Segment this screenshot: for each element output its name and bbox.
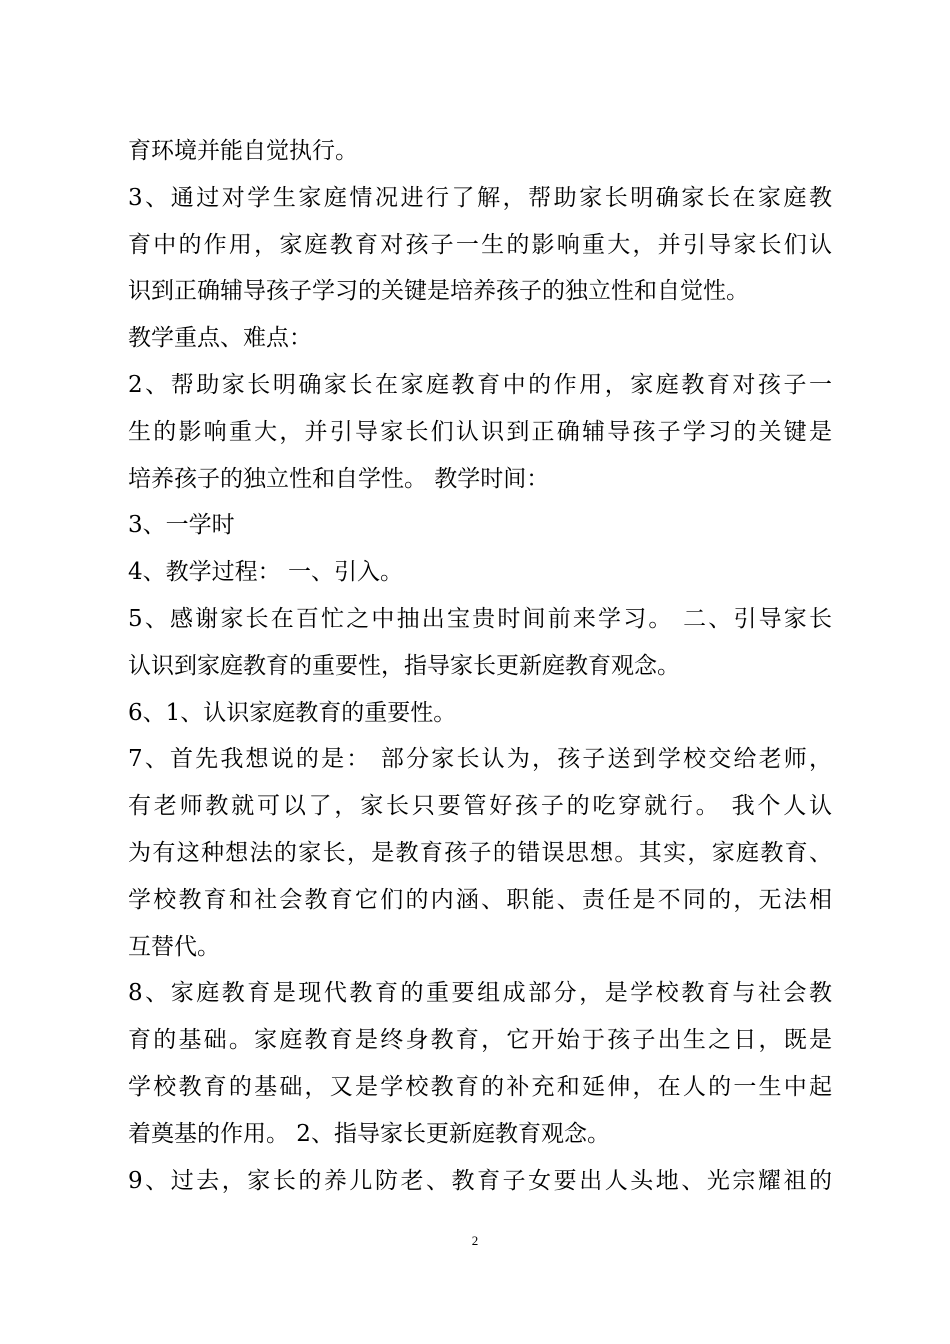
text-line: 4、教学过程： 一、引入。 <box>128 559 403 586</box>
page-number: 2 <box>471 1233 479 1248</box>
text-line: 培养孩子的独立性和自学性。 教学时间： <box>128 465 550 492</box>
text-line: 互替代。 <box>128 933 220 960</box>
text-line: 有老师教就可以了，家长只要管好孩子的吃穿就行。 我个人认 <box>128 793 832 820</box>
text-line: 9、过去，家长的养儿防老、教育子女要出人头地、光宗耀祖的 <box>128 1167 832 1194</box>
text-line: 识到正确辅导孩子学习的关键是培养孩子的独立性和自觉性。 <box>128 278 749 305</box>
text-line: 生的影响重大，并引导家长们认识到正确辅导孩子学习的关键是 <box>128 418 832 445</box>
text-line: 6、1、认识家庭教育的重要性。 <box>128 699 457 726</box>
document-body <box>128 128 832 1204</box>
text-line: 3、一学时 <box>128 512 235 539</box>
text-line: 育中的作用，家庭教育对孩子一生的影响重大，并引导家长们认 <box>128 231 832 258</box>
text-line: 2、帮助家长明确家长在家庭教育中的作用，家庭教育对孩子一 <box>128 371 832 398</box>
text-line: 为有这种想法的家长，是教育孩子的错误思想。其实，家庭教育、 <box>128 839 832 866</box>
text-line: 认识到家庭教育的重要性，指导家长更新庭教育观念。 <box>128 652 680 679</box>
text-line: 8、家庭教育是现代教育的重要组成部分，是学校教育与社会教 <box>128 980 832 1007</box>
text-line: 7、首先我想说的是： 部分家长认为，孩子送到学校交给老师， <box>128 746 832 773</box>
text-line: 着奠基的作用。 2、指导家长更新庭教育观念。 <box>128 1120 610 1147</box>
text-line: 育的基础。家庭教育是终身教育，它开始于孩子出生之日，既是 <box>128 1027 832 1054</box>
text-line: 5、感谢家长在百忙之中抽出宝贵时间前来学习。 二、引导家长 <box>128 605 832 632</box>
text-line: 学校教育的基础，又是学校教育的补充和延伸，在人的一生中起 <box>128 1073 832 1100</box>
text-line: 教学重点、难点： <box>128 325 312 352</box>
text-line: 3、通过对学生家庭情况进行了解，帮助家长明确家长在家庭教 <box>128 184 832 211</box>
text-line: 学校教育和社会教育它们的内涵、职能、责任是不同的，无法相 <box>128 886 832 913</box>
text-line: 育环境并能自觉执行。 <box>128 138 358 164</box>
